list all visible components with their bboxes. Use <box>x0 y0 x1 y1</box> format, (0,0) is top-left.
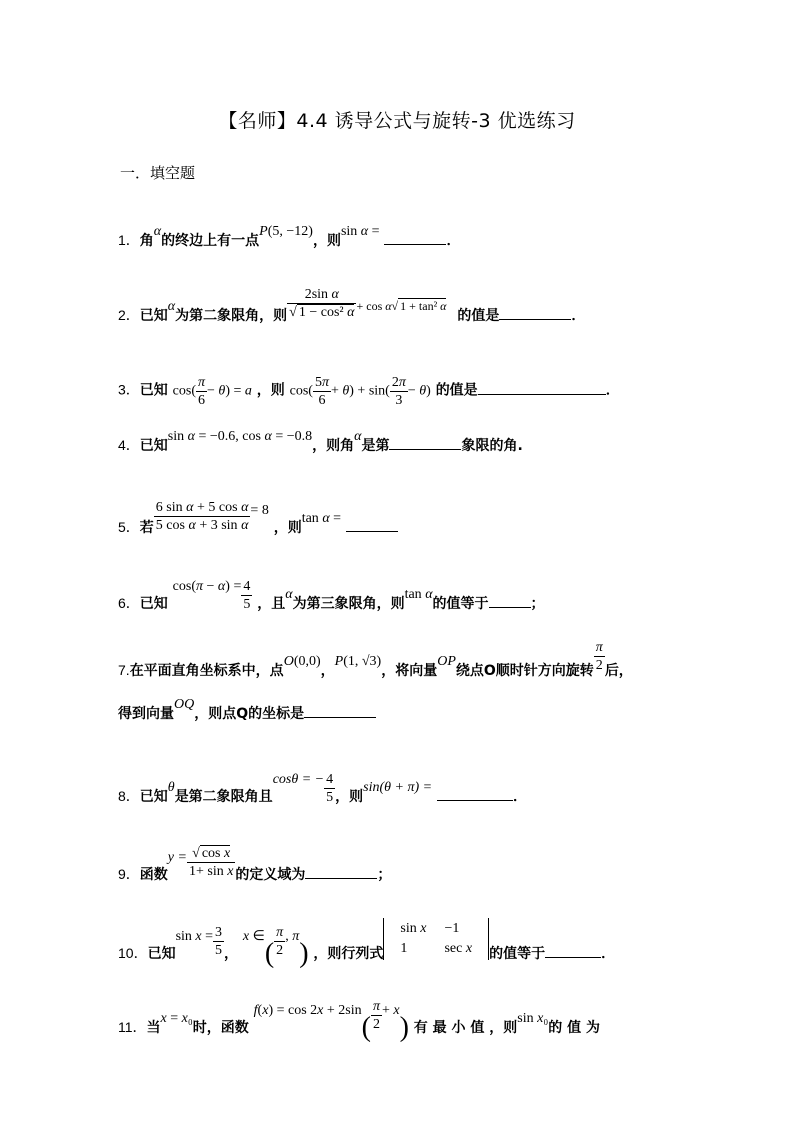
question-5: 5．若 $\frac{\text{6 sin α + 5 cos α}}{\text{5 cos α + 3 sin α}}$ = 8 ，则tan α = <box>118 504 398 535</box>
answer-blank[interactable] <box>489 595 531 608</box>
math-fraction: $\frac{\text{6 sin α + 5 cos α}}{\text{5 cos α + 3 sin α}}$ <box>155 499 249 533</box>
math-expr: sin α = <box>340 224 380 239</box>
math-expr: cos( $\frac{\pi}{6}$ − θ) = a <box>172 375 252 408</box>
question-6: 6．已知 cos(π − α) = $\frac{4}{5}$ ，且α为第三象限角，则tan α的值等于 ； <box>118 578 545 612</box>
question-7: 7.在平面直角坐标系中，点O(0,0)，P(1, √3)，将向量OP绕点O顺时针方向旋转 $\frac{\pi}{2}$ 后， <box>118 639 633 679</box>
math-expr: cos(π − α) = <box>172 579 242 594</box>
answer-blank[interactable] <box>304 705 376 718</box>
answer-blank[interactable] <box>384 232 446 245</box>
section-heading: 一．填空题 <box>120 164 196 182</box>
math-expr: sin(θ + π) = <box>363 780 433 795</box>
math-point: P(1, √3) <box>334 654 382 669</box>
math-point: O(0,0) <box>283 654 321 669</box>
math-expr: f(x) = cos 2x + 2sin <box>253 1003 362 1018</box>
answer-blank[interactable] <box>305 866 377 879</box>
question-8: 8．已知θ是第二象限角且cosθ = − $\frac{4}{5}$ ，则sin(θ + π) = ． <box>118 771 527 805</box>
question-11: 11．当x = x₀时，函数 f(x) = cos 2x + 2sin( $\frac{\pi}{2}$ + x) 有 最 小 值 ，则sin x₀的 值 为 <box>118 998 600 1043</box>
math-vector: OQ <box>174 697 195 712</box>
answer-blank[interactable] <box>437 788 513 801</box>
math-expr: sin α = −0.6, cos α = −0.8 <box>167 429 313 444</box>
math-point: P(5, −12) <box>259 224 313 239</box>
math-expr: cosθ = − <box>272 772 325 787</box>
answer-blank[interactable] <box>389 437 461 450</box>
answer-blank[interactable] <box>499 307 571 320</box>
question-10: 10．已知sin x = $\frac{3}{5}$ ， x ∈( $\frac{\pi}{2}$ , π) ，则行列式sin x −1 1 sec x 的值等于 ． <box>118 930 615 968</box>
math-fraction: $\frac{\text{√ cos x}}{\text{1+ sin x}}$ <box>188 845 234 879</box>
math-expr: tan α = <box>301 511 342 526</box>
answer-blank[interactable] <box>478 382 606 395</box>
math-fraction: $\frac{\text{2sin α}}{\text{√ 1 − cos² α}}$ <box>289 286 355 320</box>
math-alpha: α <box>153 224 162 239</box>
page-title: 【名师】4.4 诱导公式与旋转-3 优选练习 <box>218 110 576 132</box>
question-1: 1．角α的终边上有一点P(5, −12)，则sin α = ． <box>118 224 461 249</box>
math-alpha: α <box>167 299 176 314</box>
question-2: 2．已知α为第二象限角，则 $\frac{\text{2sin α}}{\text{√ 1 − cos² α}}$ + cos α√ 1 + tan² α 的值是 ． <box>118 286 586 324</box>
question-3: 3．已知 cos( $\frac{\pi}{6}$ − θ) = a ，则 cos( $\frac{5\pi}{6}$ + θ) + sin( $\frac{2\pi}{3}$ − θ) 的值是 ． <box>118 375 620 408</box>
question-7-line-2: 得到向量OQ，则点Q的坐标是 <box>118 698 376 721</box>
question-9: 9．函数y = $\frac{\text{√ cos x}}{\text{1+ sin x}}$ 的定义域为 ； <box>118 845 392 883</box>
answer-blank[interactable] <box>545 945 601 958</box>
answer-blank[interactable] <box>346 519 398 532</box>
question-4: 4．已知sin α = −0.6, cos α = −0.8，则角α是第 象限的角. <box>118 429 523 454</box>
math-expr: cos( $\frac{5\pi}{6}$ + θ) + sin( $\frac{2\pi}{3}$ − θ) <box>289 375 431 408</box>
math-vector: OP <box>437 654 456 669</box>
math-determinant: sin x −1 1 sec x <box>383 918 489 960</box>
